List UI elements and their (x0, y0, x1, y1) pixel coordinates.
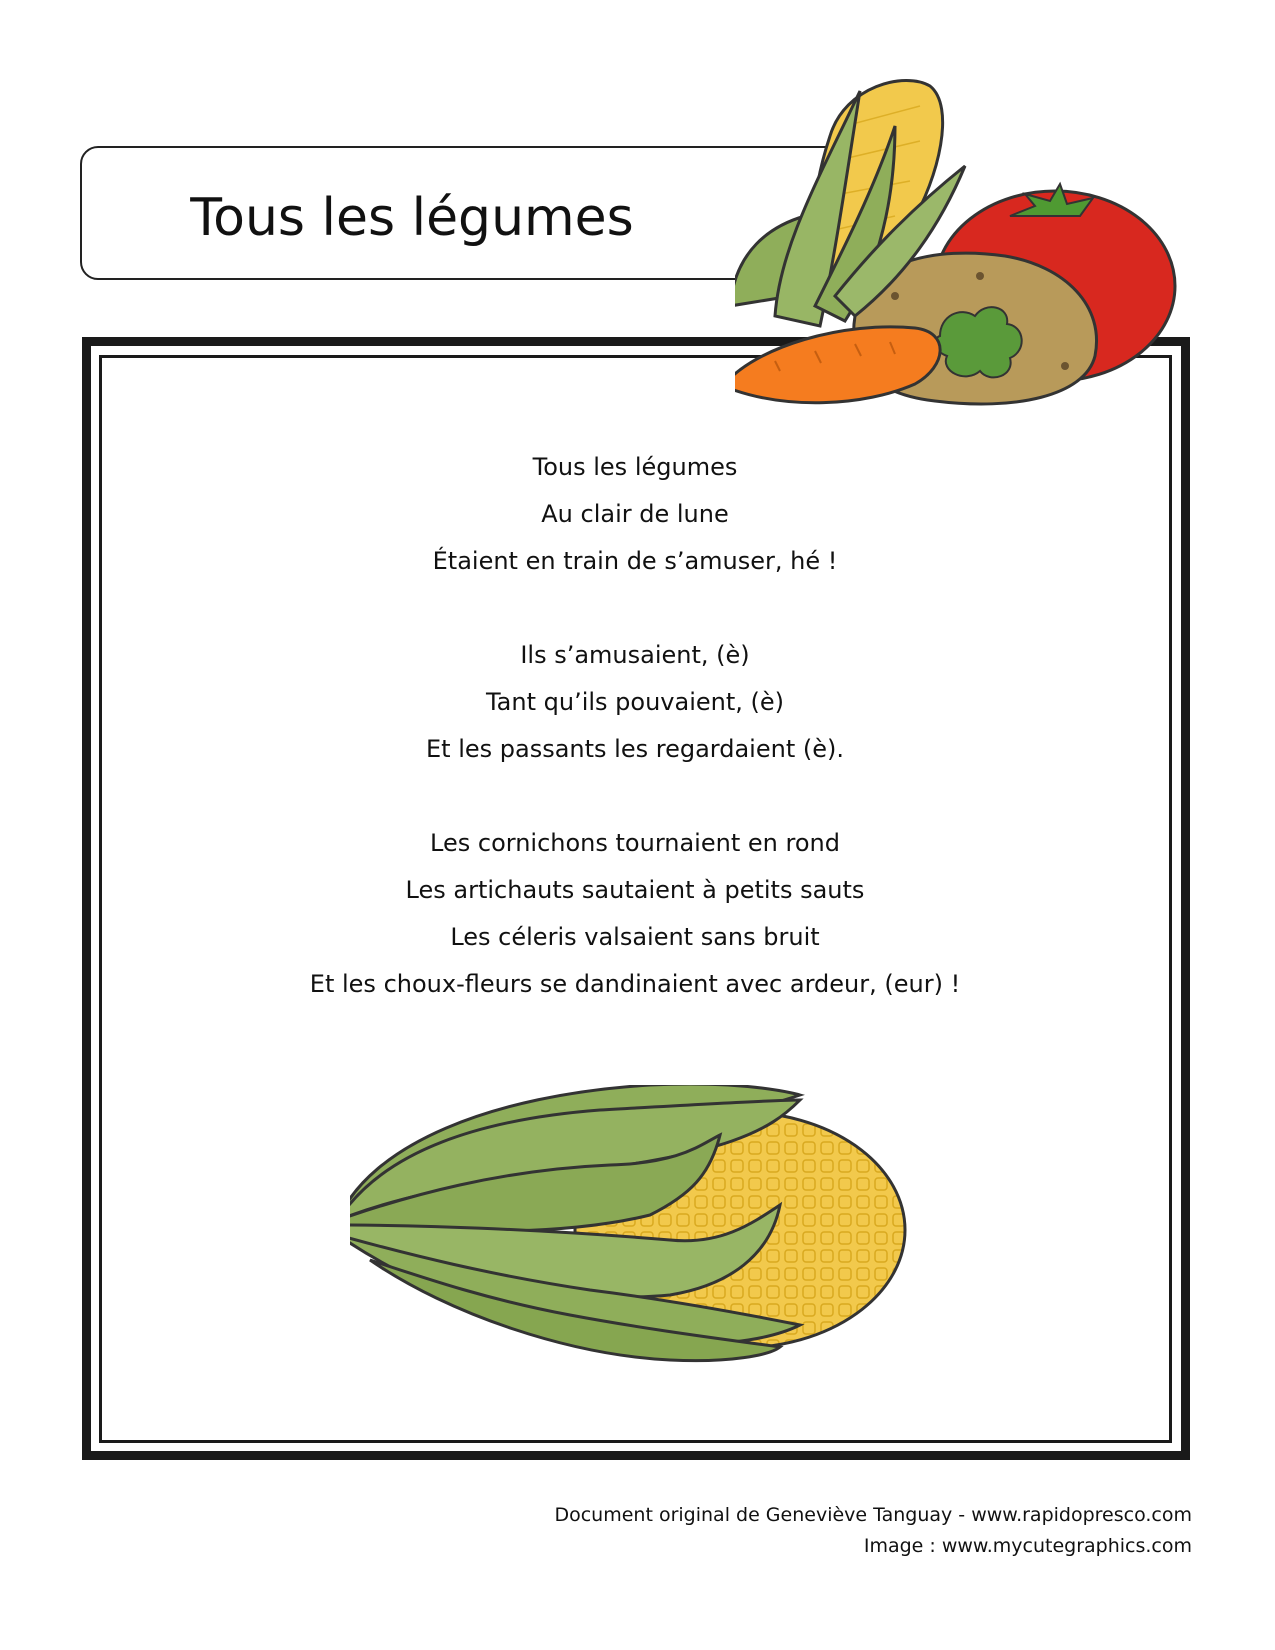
poem-line: Étaient en train de s’amuser, hé ! (432, 547, 838, 575)
poem-line: Et les choux-fleurs se dandinaient avec ardeur, (eur) ! (309, 970, 961, 998)
credits (554, 1500, 1192, 1562)
stanza-gap (120, 773, 1150, 820)
poem-line: Les céleris valsaient sans bruit (450, 923, 820, 951)
credit-line: Image : www.mycutegraphics.com (863, 1535, 1192, 1557)
poem-line: Au clair de lune (541, 500, 729, 528)
poem-line: Tant qu’ils pouvaient, (è) (485, 688, 785, 716)
poem-line: Les artichauts sautaient à petits sauts (405, 876, 865, 904)
poem-line: Et les passants les regardaient (è). (426, 735, 844, 763)
corn-illustration (350, 1085, 910, 1365)
credit-line: Document original de Geneviève Tanguay - www.rapidopresco.com (554, 1504, 1192, 1526)
poem (120, 444, 1150, 1008)
poem-line: Tous les légumes (532, 453, 738, 481)
page-title: Tous les légumes (190, 188, 634, 248)
poem-line: Les cornichons tournaient en rond (430, 829, 840, 857)
stanza-gap (120, 585, 1150, 632)
poem-line: Ils s’amusaient, (è) (520, 641, 750, 669)
vegetables-illustration (735, 66, 1185, 426)
